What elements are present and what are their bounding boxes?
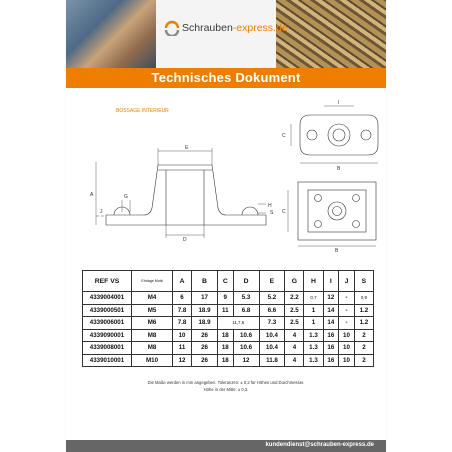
table-cell: M8 — [132, 342, 173, 355]
table-header-row — [83, 271, 374, 292]
bottom-label-b: B — [335, 248, 339, 254]
table-cell: 11,7,6 — [217, 317, 259, 330]
table-note-1: Die Maße werden in mm angegeben. Toleranzen: ± 0,2 für Höhen und Durchmesser. — [147, 380, 305, 385]
top-label-i: I — [338, 100, 340, 106]
table-cell: 7.3 — [259, 317, 285, 330]
table-cell: 1.3 — [304, 342, 323, 355]
bottom-label-c: C — [282, 209, 286, 215]
table-cell: 1.2 — [354, 317, 373, 330]
table-cell: 4339010001 — [83, 354, 132, 367]
col-i: I — [323, 271, 339, 292]
table-row — [83, 317, 374, 330]
table-cell: 11 — [217, 304, 233, 317]
table-cell: 0,7 — [304, 292, 323, 305]
col-b: B — [192, 271, 218, 292]
technical-drawing — [66, 0, 386, 260]
col-s: S — [354, 271, 373, 292]
table-cell: 18 — [217, 342, 233, 355]
table-cell: 10.6 — [233, 329, 259, 342]
table-cell: M5 — [132, 304, 173, 317]
table-cell: 11 — [173, 342, 192, 355]
table-cell: 0,9 — [354, 292, 373, 305]
col-a: A — [173, 271, 192, 292]
table-cell: 4 — [285, 329, 304, 342]
col-e: E — [259, 271, 285, 292]
top-label-c: C — [282, 133, 286, 139]
top-view — [291, 106, 378, 163]
table-cell: 9 — [217, 292, 233, 305]
dim-label-e: E — [185, 145, 189, 151]
bottom-view — [288, 182, 376, 246]
table-cell: 10 — [339, 354, 355, 367]
document-page — [66, 0, 386, 452]
dim-label-d: D — [183, 237, 187, 243]
table-cell: M8 — [132, 329, 173, 342]
table-cell: 4339000501 — [83, 304, 132, 317]
table-cell: 1.3 — [304, 354, 323, 367]
table-cell: 4339008001 — [83, 342, 132, 355]
table-cell: 2 — [354, 329, 373, 342]
table-cell: 1 — [304, 317, 323, 330]
table-cell: 17 — [192, 292, 218, 305]
table-cell: 6 — [173, 292, 192, 305]
table-cell: 14 — [323, 304, 339, 317]
table-cell: 6.8 — [233, 304, 259, 317]
col-j: J — [339, 271, 355, 292]
table-cell: 16 — [323, 342, 339, 355]
table-cell: 5.2 — [259, 292, 285, 305]
section-label: BOSSAGE INTERIEUR — [116, 108, 169, 114]
table-cell: 4 — [285, 354, 304, 367]
col-h: H — [304, 271, 323, 292]
table-cell: 4339006001 — [83, 317, 132, 330]
table-cell: 16 — [323, 354, 339, 367]
table-cell: 12 — [323, 292, 339, 305]
table-cell: M4 — [132, 292, 173, 305]
table-row — [83, 329, 374, 342]
table-note-2: Höhe in der Mitte: ± 0,3. — [203, 387, 249, 392]
dim-label-h: H — [268, 203, 272, 209]
table-cell: 7.8 — [173, 317, 192, 330]
col-d: D — [233, 271, 259, 292]
table-cell: 2.5 — [285, 317, 304, 330]
table-row — [83, 354, 374, 367]
table-cell: 10.4 — [259, 329, 285, 342]
table-cell: 1.2 — [354, 304, 373, 317]
document-title: Technisches Dokument — [151, 70, 301, 85]
table-cell: 10.6 — [233, 342, 259, 355]
table-cell: 26 — [192, 354, 218, 367]
table-cell: 14 — [323, 317, 339, 330]
logo-accent: -express.de — [232, 22, 288, 34]
table-cell: 16 — [323, 329, 339, 342]
table-cell: 12 — [173, 354, 192, 367]
table-cell: 18.9 — [192, 304, 218, 317]
table-cell: 4339004001 — [83, 292, 132, 305]
table-cell: - — [339, 292, 355, 305]
table-row — [83, 342, 374, 355]
table-cell: 10 — [173, 329, 192, 342]
table-cell: 12 — [233, 354, 259, 367]
col-g: G — [285, 271, 304, 292]
table-cell: M10 — [132, 354, 173, 367]
table-cell: M6 — [132, 317, 173, 330]
table-cell: 1 — [304, 304, 323, 317]
table-cell: 2.2 — [285, 292, 304, 305]
table-cell: 18.9 — [192, 317, 218, 330]
table-cell: 10 — [339, 329, 355, 342]
table-cell: 2.5 — [285, 304, 304, 317]
table-cell: 10 — [339, 342, 355, 355]
dim-label-s: S — [270, 210, 274, 216]
table-cell: 18 — [217, 354, 233, 367]
table-cell: 1.3 — [304, 329, 323, 342]
table-cell: 2 — [354, 354, 373, 367]
col-c: C — [217, 271, 233, 292]
table-cell: 26 — [192, 329, 218, 342]
table-cell: 4339090001 — [83, 329, 132, 342]
table-cell: 2 — [354, 342, 373, 355]
table-cell: 26 — [192, 342, 218, 355]
table-row — [83, 292, 374, 305]
col-ref: REF VS — [83, 271, 132, 292]
top-label-b: B — [337, 166, 341, 172]
table-cell: 7.8 — [173, 304, 192, 317]
table-cell: 4 — [285, 342, 304, 355]
table-cell: 6.6 — [259, 304, 285, 317]
table-cell: - — [339, 317, 355, 330]
dim-label-a: A — [90, 192, 94, 198]
col-size: Ehrlage Motb — [132, 271, 173, 292]
table-cell: 11.8 — [259, 354, 285, 367]
table-cell: 18 — [217, 329, 233, 342]
table-cell: - — [339, 304, 355, 317]
table-cell: 10.4 — [259, 342, 285, 355]
dim-label-j: J — [100, 209, 103, 215]
front-view — [96, 148, 266, 238]
table-cell: 5.3 — [233, 292, 259, 305]
footer-email-link[interactable]: kundendienst@schrauben-express.de — [265, 442, 374, 448]
logo-name: Schrauben — [182, 22, 233, 34]
spec-table — [82, 270, 374, 367]
dim-label-g: G — [124, 194, 128, 200]
table-row — [83, 304, 374, 317]
